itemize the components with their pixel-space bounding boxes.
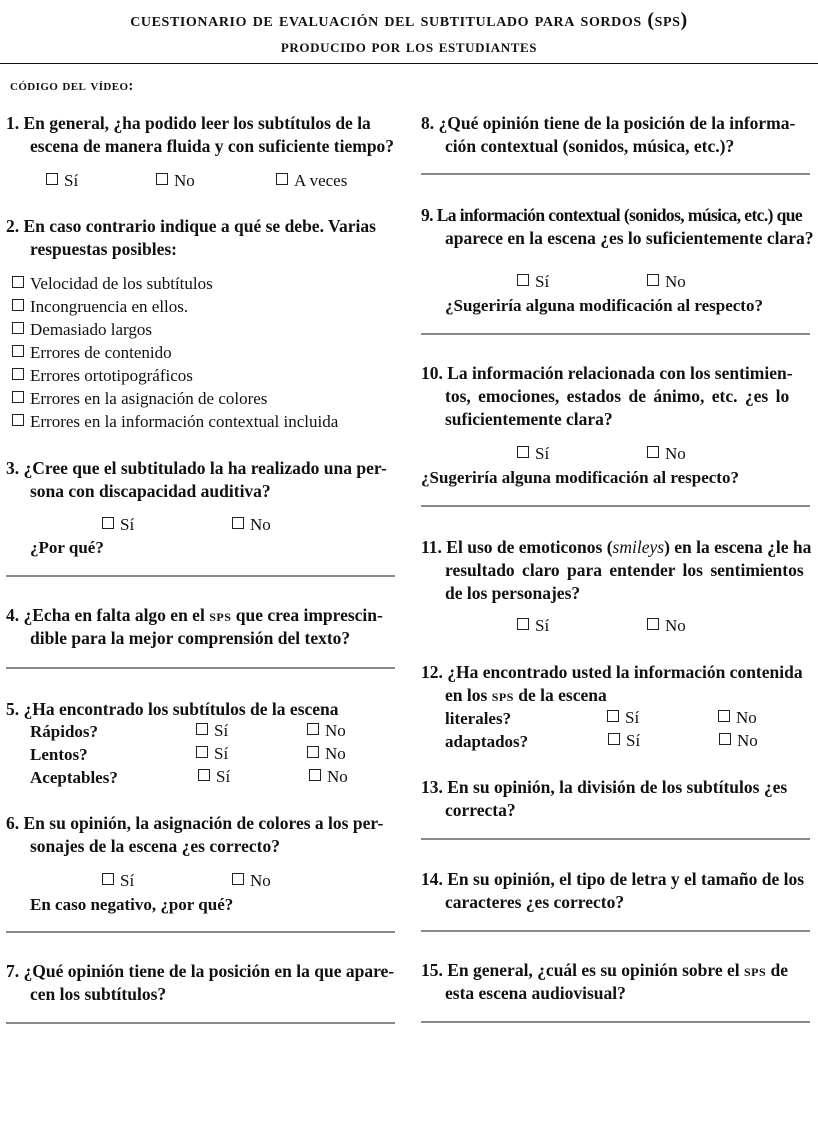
option-label: Sí [214,721,229,740]
checkbox[interactable] [517,618,529,630]
q9-answer-line[interactable] [421,333,810,335]
option-label: Errores ortotipográficos [30,366,193,385]
question-number: 13. [421,777,443,797]
checkbox[interactable] [12,391,24,403]
q7-answer-line[interactable] [6,1022,395,1024]
q11-option-yes[interactable] [517,615,549,637]
checkbox[interactable] [276,173,288,185]
option-label: No [736,708,757,727]
option-label: Sí [626,731,641,750]
option-label: Sí [535,272,550,291]
q12-row-literal-label: literales? [445,709,512,728]
q2-reason-content-errors[interactable] [12,341,338,364]
checkbox[interactable] [607,710,619,722]
q2-reasons-list [12,272,338,433]
q12-adapted-yes[interactable] [608,730,640,752]
question-text: El uso de emoticonos (smileys) en la escena ¿le ha [446,537,812,557]
option-label: No [665,444,686,463]
form-title-line-1: cuestionario de evaluación del subtitulado para sordos (sps) [130,9,688,31]
option-label: No [665,272,686,291]
question-text: En su opinión, la división de los subtítulos ¿es [447,777,788,797]
question-4 [6,604,398,650]
smileys-term: smileys [612,537,665,557]
checkbox[interactable] [718,710,730,722]
checkbox[interactable] [647,274,659,286]
question-text-cont: esta escena audiovisual? [445,983,626,1003]
question-9 [421,204,818,250]
question-text: ¿Cree que el subtitulado la ha realizado una per- [23,458,387,478]
question-6 [6,812,398,858]
option-label: Sí [120,871,135,890]
q10-followup: ¿Sugeriría alguna modificación al respecto? [421,468,739,487]
q5-row-slow-label: Lentos? [30,745,88,764]
question-8 [421,112,813,158]
question-text: ¿Echa en falta algo en el sps que crea imprescin- [23,605,383,625]
q5-row-acceptable-label: Aceptables? [30,768,118,787]
q6-followup: En caso negativo, ¿por qué? [30,895,234,914]
option-label: Incongruencia en ellos. [30,297,189,316]
q5-fast-no[interactable] [307,720,346,742]
question-15 [421,959,813,1005]
q5-acceptable-no[interactable] [309,766,348,788]
q5-fast-yes[interactable] [196,720,228,742]
question-text: En su opinión, el tipo de letra y el tamaño de los [447,869,805,889]
q9-option-yes[interactable] [517,271,549,293]
q5-row-fast-label: Rápidos? [30,722,99,741]
question-10 [421,362,813,431]
sps-acronym: sps [743,960,767,980]
checkbox[interactable] [307,746,319,758]
q10-option-yes[interactable] [517,443,549,465]
q4-answer-line[interactable] [6,667,395,669]
q6-answer-line[interactable] [6,931,395,933]
checkbox[interactable] [12,322,24,334]
option-label: Sí [625,708,640,727]
question-text: La información contextual (sonidos, música, etc.) que [436,205,803,225]
question-number: 8. [421,113,435,133]
question-text: En general, ¿cuál es su opinión sobre el sps de [447,960,789,980]
question-number: 10. [421,363,443,383]
q9-option-no[interactable] [647,271,686,293]
question-number: 6. [6,813,20,833]
checkbox[interactable] [309,769,321,781]
sps-acronym: sps [491,685,514,705]
question-number: 12. [421,662,443,682]
option-label: No [665,616,686,635]
checkbox[interactable] [46,173,58,185]
q5-acceptable-yes[interactable] [198,766,230,788]
question-13 [421,776,813,822]
question-number: 2. [6,216,20,236]
question-number: 5. [6,699,20,719]
q13-answer-line[interactable] [421,838,810,840]
checkbox[interactable] [156,173,168,185]
option-label: No [250,871,271,890]
question-text-cont: dible para la mejor comprensión del texto? [30,628,351,648]
option-label: No [325,744,346,763]
q1-option-no[interactable] [156,170,195,192]
checkbox[interactable] [719,733,731,745]
option-label: Errores en la información contextual incluida [30,412,339,431]
q12-literal-yes[interactable] [607,707,639,729]
q2-reason-color-errors[interactable] [12,387,338,410]
question-number: 11. [421,537,442,557]
checkbox[interactable] [232,517,244,529]
option-label: Errores en la asignación de colores [30,389,268,408]
question-text-cont: ción contextual (sonidos, música, etc.)? [445,136,735,156]
q1-option-yes[interactable] [46,170,78,192]
q6-option-yes[interactable] [102,870,134,892]
q11-option-no[interactable] [647,615,686,637]
question-text-cont: sonajes de la escena ¿es correcto? [30,836,280,856]
option-label: Demasiado largos [30,320,152,339]
option-label: Sí [535,444,550,463]
q12-adapted-no[interactable] [719,730,758,752]
question-text-cont: suficientemente clara? [445,409,613,429]
q14-answer-line[interactable] [421,930,810,932]
checkbox[interactable] [647,446,659,458]
q2-reason-context-errors[interactable] [12,410,338,433]
checkbox[interactable] [608,733,620,745]
option-label: Sí [214,744,229,763]
checkbox[interactable] [12,368,24,380]
question-7 [6,960,398,1006]
sps-acronym: sps [209,605,232,625]
question-text: ¿Ha encontrado usted la información contenida [447,662,803,682]
question-number: 3. [6,458,20,478]
checkbox[interactable] [307,723,319,735]
q9-followup: ¿Sugeriría alguna modificación al respecto? [445,296,763,315]
q1-option-sometimes[interactable] [276,170,347,192]
q6-option-no[interactable] [232,870,271,892]
question-14 [421,868,813,914]
question-text-cont: aparece en la escena ¿es lo suficientemente clara? [445,228,814,248]
question-text-cont: caracteres ¿es correcto? [445,892,625,912]
q8-answer-line[interactable] [421,173,810,175]
question-text-cont: de los personajes? [445,583,581,603]
q5-slow-no[interactable] [307,743,346,765]
question-text-cont: correcta? [445,800,516,820]
question-text-cont: respuestas posibles: [30,239,177,259]
q15-answer-line[interactable] [421,1021,810,1023]
q2-reason-too-long[interactable] [12,318,338,341]
checkbox[interactable] [196,723,208,735]
question-3 [6,457,398,503]
q2-reason-incongruence[interactable] [12,295,338,318]
checkbox[interactable] [12,414,24,426]
title-divider [0,63,818,64]
question-number: 9. [421,205,433,225]
checkbox[interactable] [198,769,210,781]
checkbox[interactable] [12,299,24,311]
checkbox[interactable] [517,274,529,286]
option-label: No [737,731,758,750]
q3-followup: ¿Por qué? [30,538,104,557]
checkbox[interactable] [102,873,114,885]
q12-literal-no[interactable] [718,707,757,729]
option-label: Errores de contenido [30,343,172,362]
checkbox[interactable] [647,618,659,630]
question-text-cont: sona con discapacidad auditiva? [30,481,271,501]
option-label: Sí [64,171,79,190]
question-5 [6,698,398,721]
question-number: 1. [6,113,20,133]
question-number: 4. [6,605,20,625]
form-title-line-2: producido por los estudiantes [280,36,538,56]
option-label: Sí [535,616,550,635]
option-label: No [325,721,346,740]
q10-option-no[interactable] [647,443,686,465]
question-number: 14. [421,869,443,889]
question-1 [6,112,398,158]
q2-reason-speed[interactable] [12,272,338,295]
checkbox[interactable] [102,517,114,529]
question-text: En general, ¿ha podido leer los subtítulos de la [23,113,371,133]
question-12 [421,661,813,707]
question-text: En caso contrario indique a qué se debe. Varias [23,216,376,236]
option-label: No [250,515,271,534]
question-text: ¿Ha encontrado los subtítulos de la escena [23,699,339,719]
question-text-cont: escena de manera fluida y con suficiente tiempo? [30,136,395,156]
option-label: A veces [294,171,348,190]
question-text-cont: en los sps de la escena [445,685,607,705]
checkbox[interactable] [196,746,208,758]
question-number: 15. [421,960,443,980]
option-label: Sí [216,767,231,786]
question-text: La información relacionada con los sentimien- [447,363,793,383]
option-label: Velocidad de los subtítulos [30,274,213,293]
question-text-cont: resultado claro para entender los sentimientos [445,560,804,580]
question-text: ¿Qué opinión tiene de la posición de la informa- [438,113,796,133]
checkbox[interactable] [12,345,24,357]
option-label: No [174,171,195,190]
q3-answer-line[interactable] [6,575,395,577]
option-label: Sí [120,515,135,534]
option-label: No [327,767,348,786]
question-text-cont: cen los subtítulos? [30,984,167,1004]
question-2 [6,215,398,261]
q12-row-adapted-label: adaptados? [445,732,529,751]
q5-slow-yes[interactable] [196,743,228,765]
checkbox[interactable] [12,276,24,288]
question-number: 7. [6,961,20,981]
q3-option-yes[interactable] [102,514,134,536]
q3-option-no[interactable] [232,514,271,536]
q2-reason-typo-errors[interactable] [12,364,338,387]
checkbox[interactable] [232,873,244,885]
question-text-cont: tos, emociones, estados de ánimo, etc. ¿es lo [445,386,790,406]
checkbox[interactable] [517,446,529,458]
question-text: En su opinión, la asignación de colores a los per- [23,813,384,833]
q10-answer-line[interactable] [421,505,810,507]
video-code-label: código del vídeo: [10,78,134,94]
question-11 [421,536,813,605]
question-text: ¿Qué opinión tiene de la posición en la que apare- [23,961,395,981]
